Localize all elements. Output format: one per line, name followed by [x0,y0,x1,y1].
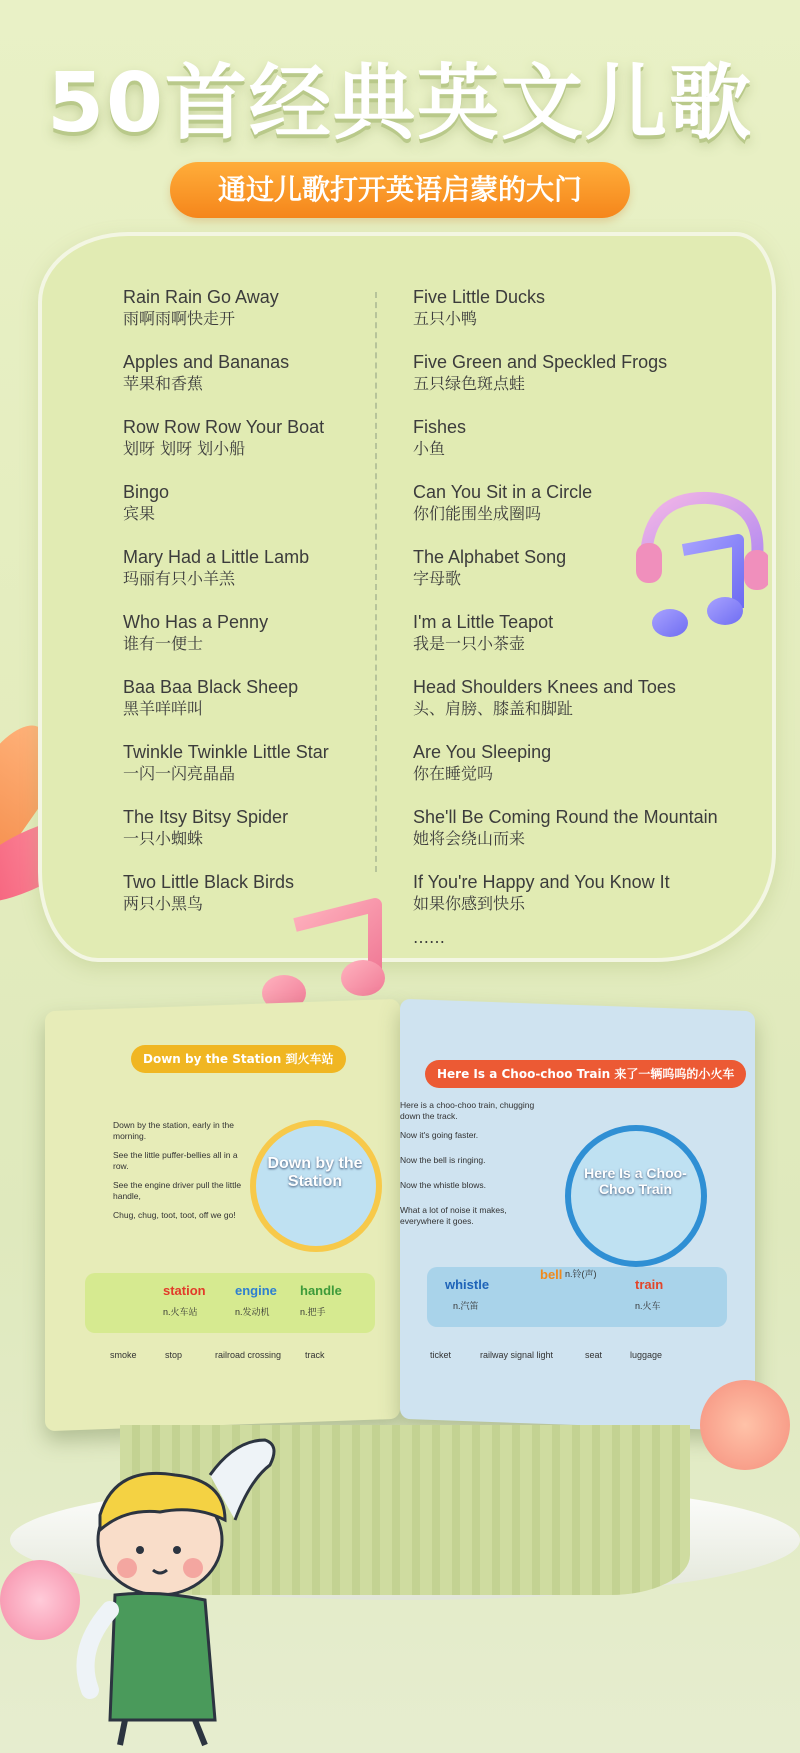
song-title-en: Row Row Row Your Boat [123,417,325,437]
song-title-en: Can You Sit in a Circle [413,482,593,502]
song-title-zh: 头、肩膀、膝盖和脚趾 [413,699,574,718]
song-item [413,806,773,871]
song-title-zh: 我是一只小茶壶 [413,634,526,653]
song-title-zh: 小鱼 [413,439,446,458]
more-songs-ellipsis: …… [413,928,445,947]
song-item [123,481,373,546]
vocab-word: train [635,1277,664,1292]
vocab-meaning: n.火车站 [163,1307,198,1317]
song-title-en: Head Shoulders Knees and Toes [413,677,676,697]
song-item [123,806,373,871]
extra-word: seat [585,1350,603,1360]
column-divider [375,292,377,872]
song-item [123,546,373,611]
song-title-zh: 黑羊咩咩叫 [123,699,204,718]
vocab-meaning: n.把手 [300,1307,326,1317]
song-title-zh: 五只绿色斑点蛙 [413,374,526,393]
song-title-zh: 一闪一闪亮晶晶 [123,764,236,783]
song-title-zh: 字母歌 [413,569,462,588]
song-item [413,871,773,936]
vocab-word: station [163,1283,206,1298]
left-lyric-line: Chug, chug, toot, toot, off we go! [113,1210,236,1220]
left-lyric-line: See the little puffer-bellies all in a row. [113,1150,238,1171]
song-title-en: Baa Baa Black Sheep [123,677,299,697]
flower-decoration [700,1380,790,1470]
song-title-zh: 两只小黑鸟 [123,894,204,913]
song-title-en: Bingo [123,482,170,502]
song-title-en: Mary Had a Little Lamb [123,547,310,567]
song-title-zh: 你在睡觉吗 [413,764,494,783]
song-title-en: Fishes [413,417,467,437]
song-item [413,351,773,416]
extra-word: track [305,1350,325,1360]
song-item [123,286,373,351]
song-title-zh: 谁有一便士 [123,634,204,653]
song-title-zh: 玛丽有只小羊羔 [123,569,236,588]
vocab-word: engine [235,1283,277,1298]
book-spread [45,1005,755,1435]
right-lyric-line: What a lot of noise it makes, everywhere it goes. [400,1205,507,1226]
right-lyric-line: Now the whistle blows. [400,1180,486,1190]
song-title-en: She'll Be Coming Round the Mountain [413,807,718,827]
song-title-zh: 雨啊雨啊快走开 [123,309,236,328]
girl-character-illustration [65,1420,295,1750]
song-title-en: Apples and Bananas [123,352,290,372]
song-title-en: Rain Rain Go Away [123,287,279,307]
song-item [123,416,373,481]
song-item [413,286,773,351]
song-title-en: Who Has a Penny [123,612,269,632]
song-item [413,416,773,481]
right-lyric-line: Now the bell is ringing. [400,1155,486,1165]
extra-word: railway signal light [480,1350,554,1360]
right-lyric-line: Now it's going faster. [400,1130,479,1140]
song-title-zh: 一只小蜘蛛 [123,829,204,848]
song-title-zh: 她将会绕山而来 [413,829,526,848]
vocab-word: handle [300,1283,342,1298]
page-title: 50首经典英文儿歌 [46,56,754,151]
song-title-en: The Itsy Bitsy Spider [123,807,289,827]
song-title-en: Twinkle Twinkle Little Star [123,742,329,762]
vocab-word: bell [540,1267,563,1282]
song-item [123,741,373,806]
left-disc-label: Down by the Station [267,1155,363,1190]
song-item [413,676,773,741]
song-item [123,676,373,741]
left-vocab-bar [85,1273,375,1333]
subtitle-banner: 通过儿歌打开英语启蒙的大门 [170,162,630,218]
right-lyric-line: Here is a choo-choo train, chugging down the track. [400,1100,535,1121]
song-title-zh: 如果你感到快乐 [413,894,526,913]
song-title-zh: 划呀 划呀 划小船 [123,439,246,458]
left-lyric-line: See the engine driver pull the little handle, [113,1180,242,1201]
song-item [413,741,773,806]
right-page-title: Here Is a Choo-choo Train 来了一辆呜呜的小火车 [425,1060,746,1088]
left-page-title: Down by the Station 到火车站 [131,1045,346,1073]
vocab-meaning: n.铃(声) [565,1269,597,1279]
song-title-zh: 你们能围坐成圈吗 [413,504,542,523]
song-title-en: If You're Happy and You Know It [413,872,670,892]
song-title-en: Five Little Ducks [413,287,546,307]
song-title-zh: 苹果和香蕉 [123,374,204,393]
extra-word: stop [165,1350,183,1360]
extra-word: railroad crossing [215,1350,282,1360]
left-lyric-line: Down by the station, early in the morning. [113,1120,234,1141]
song-title-en: I'm a Little Teapot [413,612,554,632]
extra-word: luggage [630,1350,663,1360]
song-title-en: Five Green and Speckled Frogs [413,352,668,372]
song-item [123,611,373,676]
extra-word: smoke [110,1350,137,1360]
song-title-zh: 五只小鸭 [413,309,478,328]
right-disc-label: Here Is a Choo-Choo Train [584,1165,687,1197]
vocab-word: whistle [445,1277,490,1292]
song-item [123,351,373,416]
song-column-left [123,286,373,936]
headphones-icon [628,488,768,648]
vocab-meaning: n.汽笛 [453,1301,479,1311]
vocab-meaning: n.发动机 [235,1307,270,1317]
song-title-en: The Alphabet Song [413,547,567,567]
vocab-meaning: n.火车 [635,1301,661,1311]
song-title-zh: 宾果 [123,504,156,523]
extra-word: ticket [430,1350,452,1360]
song-title-en: Are You Sleeping [413,742,552,762]
song-title-en: Two Little Black Birds [123,872,295,892]
